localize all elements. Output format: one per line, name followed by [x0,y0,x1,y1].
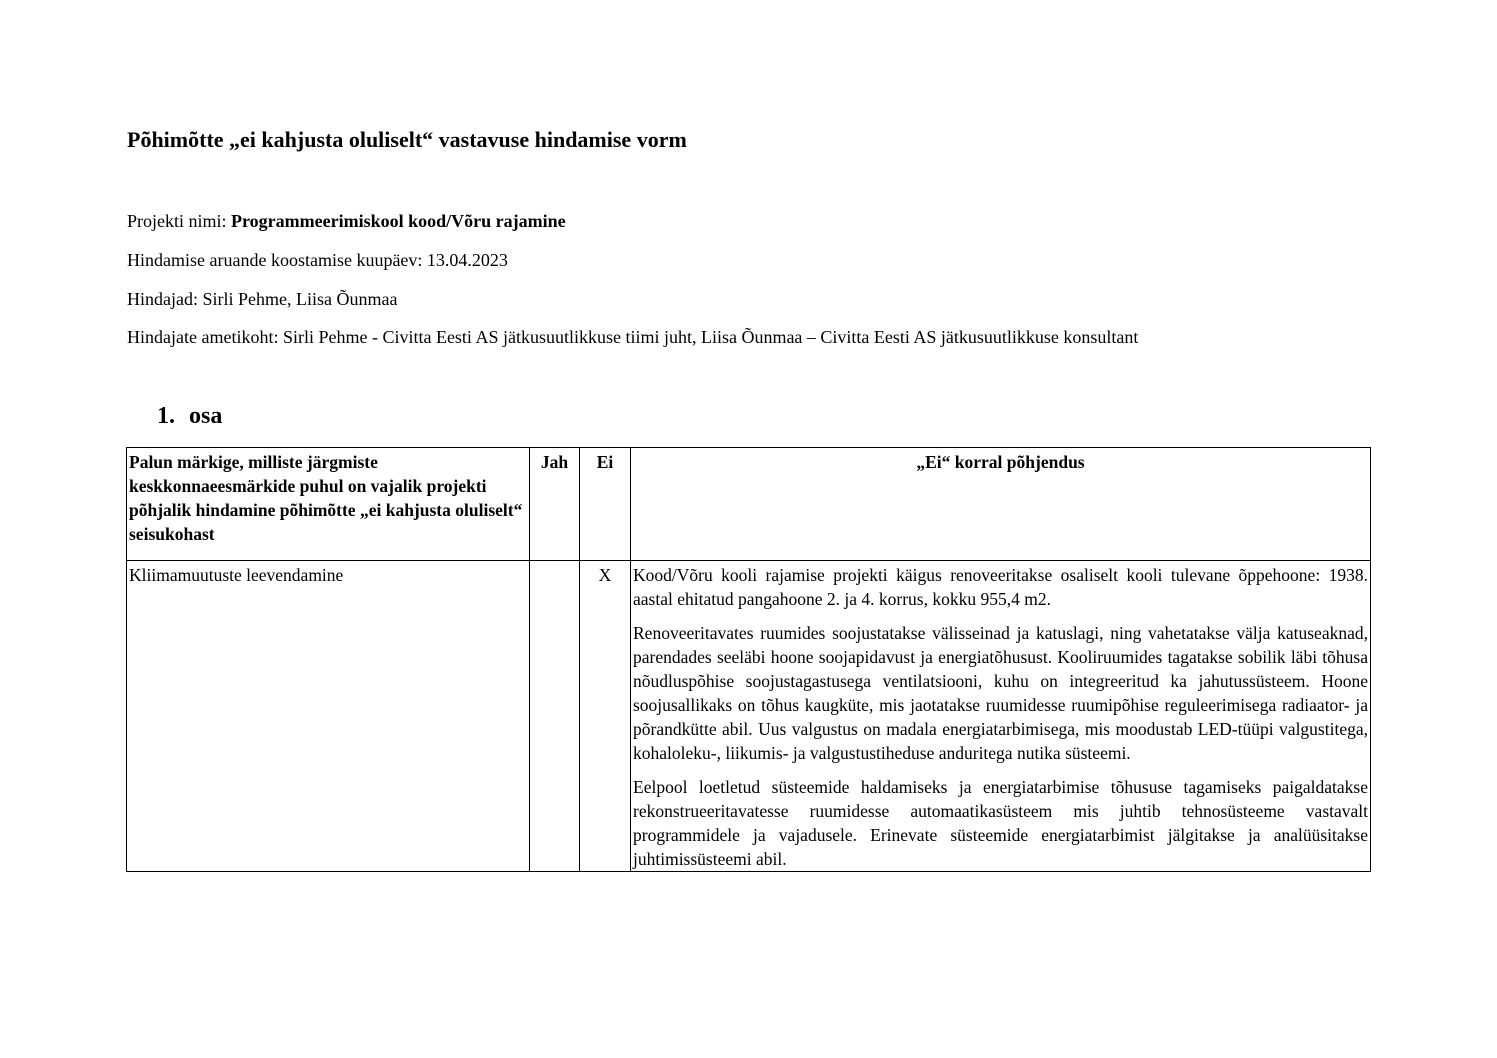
header-reason: „Ei“ korral põhjendus [631,448,1371,561]
report-date-line: Hindamise aruande koostamise kuupäev: 13.04.2023 [127,250,508,270]
header-no: Ei [580,448,631,561]
section-title: osa [189,403,223,429]
cell-no: X [580,561,631,872]
reason-paragraph: Renoveeritavates ruumides soojustatakse välisseinad ja katuslagi, ning vahetatakse välja katuseaknad, parendades seeläbi hoone soojapidavust ja energiatõhusust. Kooliruumides tagatakse sobilik läbi tõhusa nõudluspõhise soojustagastusega ventilatsiooni, kuhu on integreeritud ka jahutussüsteem. Hoone soojusallikaks on tõhus kaugküte, mis jaotatakse ruumidesse ruumipõhise reguleerimisega radiaator- ja põrandkütte abil. Uus valgustus on madala energiatarbimisega, mis moodustab LED-tüüpi valgustitega, kohaloleku-, liikumis- ja valgustustiheduse anduritega nutika süsteemi. [633,623,1368,763]
project-name-line [127,211,566,232]
document-title: Põhimõtte „ei kahjusta oluliselt“ vastavuse hindamise vorm [127,127,687,152]
table-header-row [127,448,1371,561]
project-name-value: Programmeerimiskool kood/Võru rajamine [231,211,566,231]
assessors-line: Hindajad: Sirli Pehme, Liisa Õunmaa [127,289,398,309]
assessor-positions-line: Hindajate ametikoht: Sirli Pehme - Civitta Eesti AS jätkusuutlikkuse tiimi juht, Liisa Õunmaa – Civitta Eesti AS jätkusuutlikkuse konsultant [127,327,1139,347]
section-number: 1. [157,403,175,429]
header-goal: Palun märkige, milliste järgmiste keskkonnaeesmärkide puhul on vajalik projekti põhjalik hindamine põhimõtte „ei kahjusta oluliselt“ seisukohast [127,448,530,561]
cell-yes [530,561,580,872]
cell-reason [631,561,1371,872]
header-yes: Jah [530,448,580,561]
table-row [127,561,1371,872]
section-heading [157,403,222,430]
reason-paragraph: Kood/Võru kooli rajamise projekti käigus renoveeritakse osaliselt kooli tulevane õppehoone: 1938. aastal ehitatud pangahoone 2. ja 4. korrus, kokku 955,4 m2. [633,565,1368,609]
assessment-table [126,447,1371,872]
project-name-label: Projekti nimi: [127,211,232,231]
reason-paragraph: Eelpool loetletud süsteemide haldamiseks ja energiatarbimise tõhususe tagamiseks paigaldatakse rekonstrueeritavatesse ruumidesse automaatikasüsteem mis juhtib tehnosüsteeme vastavalt programmidele ja vajadusele. Erinevate süsteemide energiatarbimist jälgitakse ja analüüsitakse juhtimissüsteemi abil. [633,777,1368,869]
cell-goal: Kliimamuutuste leevendamine [127,561,530,872]
